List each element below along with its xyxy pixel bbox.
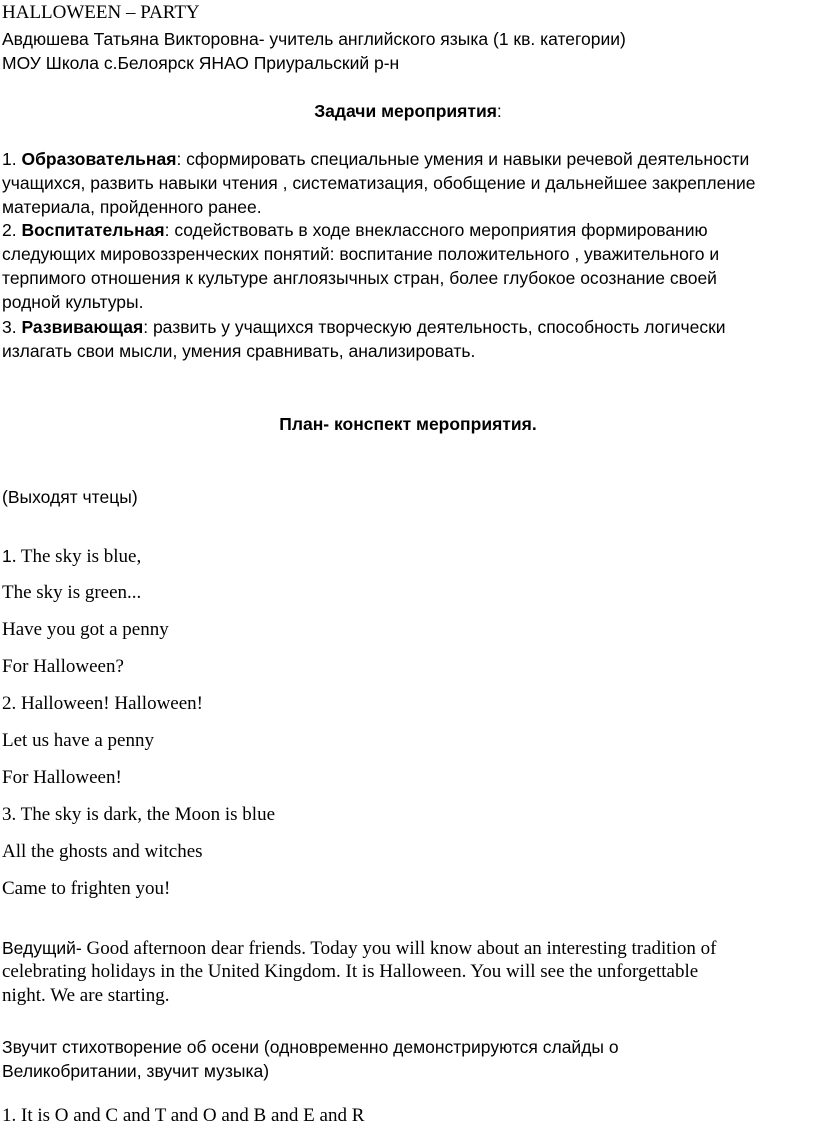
- task-2-text: : содействовать в ходе внеклассного мероприятия формированию: [164, 220, 708, 240]
- task-1-line-2: учащихся, развить навыки чтения , систематизация, обобщение и дальнейшее закрепление: [2, 173, 756, 193]
- author-line: Авдюшева Татьяна Викторовна- учитель английского языка (1 кв. категории): [2, 29, 626, 49]
- task-2-line-2: следующих мировоззренческих понятий: воспитание положительного , уважительного и: [2, 244, 720, 264]
- host-line-2: celebrating holidays in the United Kingdom. It is Halloween. You will see the unforgettable: [2, 961, 699, 982]
- task-3-line-2: излагать свои мысли, умения сравнивать, анализировать.: [2, 341, 476, 361]
- poem-line-1-text: . The sky is blue,: [11, 546, 142, 567]
- poem-line-6: Let us have a penny: [2, 730, 154, 751]
- task-3-name: Развивающая: [21, 317, 144, 337]
- task-1-line-1: [2, 148, 749, 170]
- task-3-line-1: [2, 316, 726, 338]
- task-1-line-3: материала, пройденного ранее.: [2, 197, 262, 217]
- poem-line-3: Have you got a penny: [2, 619, 169, 640]
- poem-line-10: Came to frighten you!: [2, 878, 171, 899]
- poem-line-2: The sky is green...: [2, 582, 142, 603]
- host-text-1: Good afternoon dear friends. Today you will know about an interesting tradition of: [81, 938, 717, 959]
- task-3-number: 3.: [2, 317, 17, 337]
- poem-line-8: 3. The sky is dark, the Moon is blue: [2, 804, 276, 825]
- task-2-number: 2.: [2, 220, 17, 240]
- host-line-1: [2, 937, 716, 960]
- autumn-note-line-1: Звучит стихотворение об осени (одновременно демонстрируются слайды о: [2, 1037, 619, 1057]
- poem-line-7: For Halloween!: [2, 767, 122, 788]
- plan-heading: План- конспект мероприятия.: [279, 414, 537, 434]
- task-1-text: : сформировать специальные умения и навыки речевой деятельности: [176, 149, 750, 169]
- task-1-name: Образовательная: [21, 149, 177, 169]
- poem-line-9: All the ghosts and witches: [2, 841, 203, 862]
- task-2-name: Воспитательная: [21, 220, 165, 240]
- host-line-3: night. We are starting.: [2, 985, 170, 1006]
- task-3-text: : развить у учащихся творческую деятельность, способность логически: [143, 317, 726, 337]
- tasks-heading: [0, 100, 816, 122]
- tasks-heading-suffix: :: [496, 101, 502, 121]
- autumn-note-line-2: Великобритании, звучит музыка): [2, 1061, 270, 1081]
- poem-line-5: 2. Halloween! Halloween!: [2, 693, 204, 714]
- poem-line-1: [2, 545, 141, 568]
- readers-note: (Выходят чтецы): [2, 487, 138, 507]
- school-line: МОУ Школа с.Белоярск ЯНАО Приуральский р-н: [2, 53, 400, 73]
- task-2-line-3: терпимого отношения к культуре англоязычных стран, более глубокое осознание своей: [2, 268, 717, 288]
- tasks-heading-text: Задачи мероприятия: [314, 101, 497, 121]
- document-title: HALLOWEEN – PARTY: [2, 2, 200, 23]
- task-2-line-1: [2, 219, 708, 241]
- poem-line-4: For Halloween?: [2, 656, 124, 677]
- task-2-line-4: родной культуры.: [2, 292, 144, 312]
- task-1-number: 1.: [2, 149, 17, 169]
- last-poem-line: 1. It is O and C and T and O and B and E and R: [2, 1105, 365, 1126]
- poem-line-1-number: 1: [2, 546, 12, 566]
- host-label: Ведущий-: [2, 938, 82, 958]
